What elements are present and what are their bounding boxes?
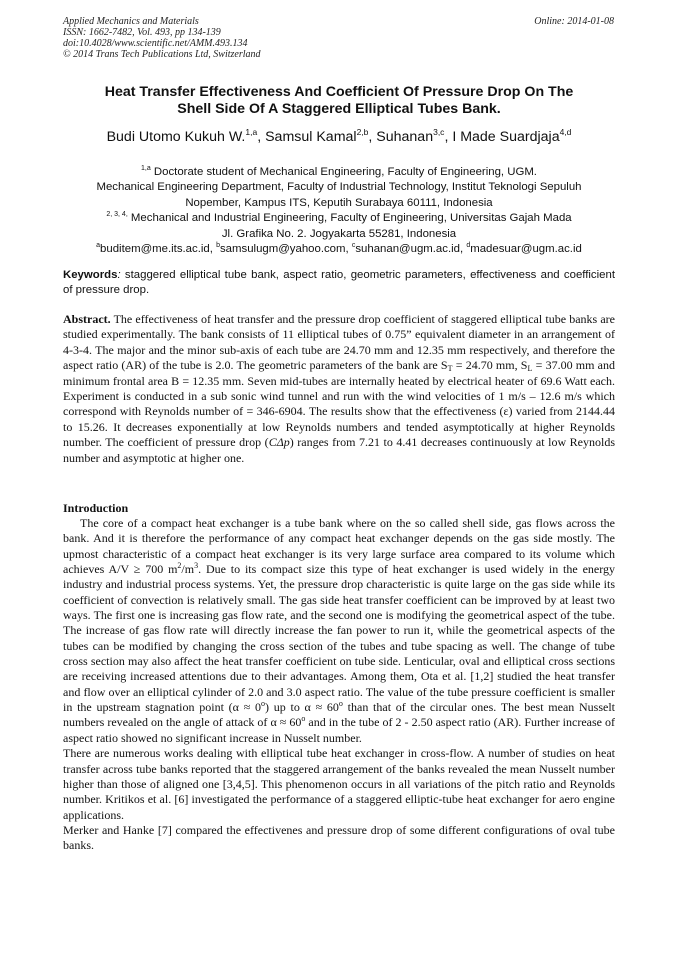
author-separator: , — [257, 129, 266, 145]
paragraph-text: The core of a compact heat exchanger is a tube bank where on the so called shell side, gas flows across the bank. And it is therefore the performance of any compact heat exchanger depends on the gas side mostly. The upmost characteristic of a compact heat exchanger is its very large surface area compared to its volume which achieves A/V ≥ 700 m — [63, 516, 615, 577]
journal-issn: ISSN: 1662-7482, Vol. 493, pp 134-139 — [63, 27, 221, 38]
author-separator: , — [444, 129, 453, 145]
superscript: o — [338, 699, 343, 709]
subscript: L — [527, 364, 533, 374]
affiliation-line: Jl. Grafika No. 2. Jogyakarta 55281, Indonesia — [221, 227, 457, 240]
abstract-label: Abstract. — [63, 312, 111, 326]
affiliation-text: Doctorate student of Mechanical Engineering, Faculty of Engineering, UGM. — [150, 166, 537, 178]
email-link[interactable]: suhanan@ugm.ac.id, — [355, 243, 467, 256]
paragraph-text: . Due to its compact size this type of heat exchanger is used widely in the energy industry and industrial process systems. Yet, the pressure drop characteristic is quite large on the gas side while its coefficient of convection is relatively small. The gas side heat transfer coefficient can be improved by at least two ways. The first one is increasing gas flow rate, and the second one is modifying the geometrical aspect of the tube. The increase of gas flow rate will directly increase the fan power to run it, while the geometrical aspects of the tubes can be modified by changing the cross section of the tubes and tube spacing as well. The change of tube cross section may also affect the heat transfer coefficient on tube side. Lenticular, oval and elliptical cross sections are receiving increased attentions due to their advantages. Among them, Ota et al. [1,2] studied the heat transfer and flow over an elliptical cylinder of 2.0 and 3.0 aspect ratio. The value of the tube pressure coefficient is smaller in the upstream stagnation point (α ≈ 0 — [63, 562, 616, 715]
abstract — [63, 312, 615, 466]
superscript: o — [301, 714, 306, 724]
author-separator: , — [368, 129, 377, 145]
affiliation-line: Nopember, Kampus ITS, Keputih Surabaya 60111, Indonesia — [185, 196, 493, 209]
author-name: Budi Utomo Kukuh W. — [106, 129, 246, 145]
affiliation-line — [40, 165, 638, 180]
superscript: 2 — [177, 561, 182, 571]
paragraph-text: than that of the circular ones. The best mean Nusselt numbers revealed on the angle of attack of α ≈ 60 — [63, 700, 616, 730]
author-marker: 1,a — [245, 127, 258, 137]
paragraph-text: /m — [181, 562, 195, 577]
superscript: 3 — [194, 561, 199, 571]
title-line-1: Heat Transfer Effectiveness And Coefficient Of Pressure Drop On The — [104, 84, 574, 100]
email-link[interactable]: buditem@me.its.ac.id, — [100, 243, 217, 256]
keywords-colon: : — [117, 269, 121, 281]
journal-header — [63, 16, 363, 60]
affiliation-line — [40, 211, 638, 226]
paragraph: There are numerous works dealing with elliptical tube heat exchanger in cross-flow. A number of studies on heat transfer across tube banks reported that the staggered arrangement of the banks revealed the mean Nusselt number higher than those of aligned one [3,4,5]. This phenomenon occurs in all variations of the pitch ratio and Reynolds number. Kritikos et al. [6] investigated the performance of a staggered elliptic-tube heat exchanger for aero engine applications. — [63, 746, 615, 822]
email-marker: d — [466, 242, 471, 250]
email-link[interactable]: samsulugm@yahoo.com, — [219, 243, 352, 256]
superscript: o — [261, 699, 266, 709]
affiliation-marker: 2, 3, 4, — [106, 211, 128, 219]
author-name: Samsul Kamal — [265, 129, 357, 145]
paragraph — [63, 516, 615, 746]
abstract-text: = 37.00 mm and minimum frontal area B = 12.35 mm. Seven mid-tubes are internally heated by electrical heater of 69.6 Watt each. Experiment is conducted in a sub sonic wind tunnel and run with the wind velocities of 1 m/s – 12.6 m/s which correspond with Reynolds number of = 346-6904. The results show that the effectiveness (ε) varied from 2144.44 to 15.26. It decreases exponentially at low Reynolds numbers and tended asymptotically at higher Reynolds number. The coefficient of pressure drop ( — [63, 358, 615, 450]
email-marker: a — [96, 242, 101, 250]
journal-doi: doi:10.4028/www.scientific.net/AMM.493.134 — [63, 38, 248, 49]
online-date: Online: 2014-01-08 — [534, 16, 614, 27]
paragraph: Merker and Hanke [7] compared the effectivenes and pressure drop of some different configurations of oval tube banks. — [63, 822, 615, 853]
author-marker: 3,c — [433, 127, 445, 137]
keywords — [63, 268, 615, 298]
keywords-label: Keywords — [63, 269, 118, 281]
author-name: I Made Suardjaja — [452, 129, 560, 145]
email-marker: b — [216, 242, 220, 250]
journal-copyright: © 2014 Trans Tech Publications Ltd, Switzerland — [63, 49, 261, 60]
paper-title — [40, 84, 638, 118]
paragraph-text: and in the tube of 2 - 2.50 aspect ratio (AR). Further increase of aspect ratio showed no significant increase in Nusselt number. — [63, 715, 615, 745]
abstract-text: The effectiveness of heat transfer and the pressure drop coefficient of staggered elliptical tube banks are studied experimentally. The bank consists of 11 elliptical tubes of 0.75” equivalent diameter in an arrangement of 4-3-4. The major and the minor sub-axis of each tube are 24.70 mm and 12.35 mm respectively, and therefore the aspect ratio (AR) of the tube is 2.0. The geometric parameters of the bank are S — [63, 312, 615, 373]
pressure-drop-symbol: CΔp — [268, 435, 290, 450]
author-list — [20, 129, 658, 146]
email-marker: c — [351, 242, 356, 250]
title-line-2: Shell Side Of A Staggered Elliptical Tubes Bank. — [177, 101, 501, 117]
email-line — [40, 242, 638, 257]
keywords-text: staggered elliptical tube bank, aspect ratio, geometric parameters, effectiveness and coefficient of pressure drop. — [63, 269, 615, 296]
affiliation-text: Mechanical and Industrial Engineering, Faculty of Engineering, Universitas Gajah Mada — [127, 212, 572, 225]
affiliation-line: Mechanical Engineering Department, Faculty of Industrial Technology, Institut Teknologi Sepuluh — [96, 181, 582, 194]
affiliation-marker: 1,a — [141, 165, 151, 172]
affiliations — [40, 165, 638, 257]
abstract-text: ) ranges from 7.21 to 4.41 decreases continuously at low Reynolds number and asymptotic at higher one. — [63, 435, 615, 465]
section-heading-introduction: Introduction — [63, 501, 129, 515]
author-name: Suhanan — [376, 129, 434, 145]
abstract-text: = 24.70 mm, S — [452, 358, 528, 373]
introduction-body — [63, 516, 615, 854]
author-marker: 4,d — [559, 127, 572, 137]
subscript: T — [447, 364, 453, 374]
journal-name: Applied Mechanics and Materials — [63, 16, 199, 27]
paragraph-text: ) up to α ≈ 60 — [265, 700, 339, 715]
email-link[interactable]: madesuar@ugm.ac.id — [470, 243, 582, 256]
author-marker: 2,b — [356, 127, 369, 137]
